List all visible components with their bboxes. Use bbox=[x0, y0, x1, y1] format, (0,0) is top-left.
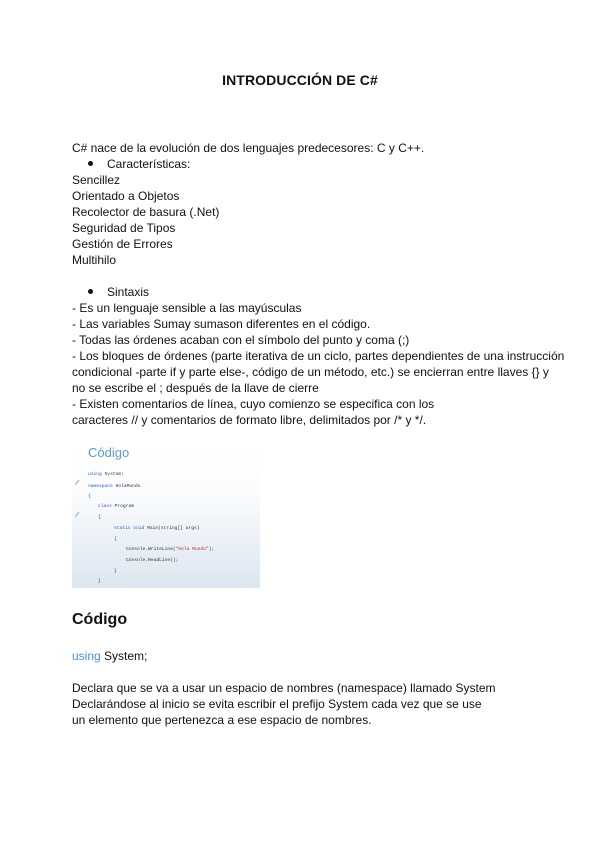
using-keyword: using bbox=[72, 649, 101, 663]
using-namespace: System; bbox=[100, 649, 148, 663]
code-line: } bbox=[98, 579, 101, 584]
code-line: Console.ReadLine(); bbox=[126, 558, 179, 563]
bullet-icon bbox=[88, 161, 93, 166]
bullet-icon bbox=[88, 289, 93, 294]
explanation-line: Declarándose al inicio se evita escribir el prefijo System cada vez que se use bbox=[72, 697, 482, 711]
code-image-title: Código bbox=[88, 445, 130, 460]
decorative-mark bbox=[75, 480, 80, 485]
syntax-line: caracteres // y comentarios de formato libre, delimitados por /* y */. bbox=[72, 413, 427, 427]
features-heading: Características: bbox=[107, 157, 191, 171]
code-screenshot-image bbox=[72, 442, 260, 588]
syntax-line: - Las variables Sumay sumason diferentes en el código. bbox=[72, 317, 371, 331]
feature-item: Sencillez bbox=[72, 173, 121, 187]
syntax-line: - Es un lenguaje sensible a las mayúsculas bbox=[72, 301, 302, 315]
syntax-line: no se escribe el ; después de la llave de cierre bbox=[72, 381, 319, 395]
section-heading: Código bbox=[72, 611, 128, 628]
page-title: INTRODUCCIÓN DE C# bbox=[222, 72, 378, 88]
feature-item: Recolector de basura (.Net) bbox=[72, 205, 220, 219]
syntax-bullet bbox=[88, 284, 149, 300]
feature-item: Multihilo bbox=[72, 253, 117, 267]
features-bullet bbox=[88, 156, 190, 172]
code-line: Console.WriteLine("Hola Mundo"); bbox=[126, 547, 215, 552]
code-line: { bbox=[114, 537, 117, 542]
intro-paragraph: C# nace de la evolución de dos lenguajes predecesores: C y C++. bbox=[72, 141, 425, 155]
code-line: { bbox=[98, 515, 101, 520]
syntax-line: - Todas las órdenes acaban con el símbolo del punto y coma (;) bbox=[72, 333, 410, 347]
explanation-line: Declara que se va a usar un espacio de nombres (namespace) llamado System bbox=[72, 681, 496, 695]
explanation-line: un elemento que pertenezca a ese espacio de nombres. bbox=[72, 713, 372, 727]
syntax-line: condicional -parte if y parte else-, código de un método, etc.) se encierran entre llaves {} y bbox=[72, 365, 549, 379]
feature-item: Orientado a Objetos bbox=[72, 189, 180, 203]
syntax-heading: Sintaxis bbox=[107, 285, 150, 299]
syntax-line: - Existen comentarios de línea, cuyo comienzo se especifica con los bbox=[72, 397, 435, 411]
code-line: } bbox=[114, 569, 117, 574]
code-line: namespace HolaMundo bbox=[88, 484, 141, 489]
code-line: using System; bbox=[88, 472, 124, 477]
feature-item: Gestión de Errores bbox=[72, 237, 173, 251]
using-statement bbox=[72, 648, 147, 664]
feature-item: Seguridad de Tipos bbox=[72, 221, 176, 235]
decorative-mark bbox=[75, 512, 80, 517]
code-line: class Program bbox=[98, 504, 134, 509]
syntax-line: - Los bloques de órdenes (parte iterativa de un ciclo, partes dependientes de una instrucción bbox=[72, 349, 565, 363]
code-line: { bbox=[88, 494, 91, 499]
code-line: static void Main(string[] args) bbox=[114, 526, 200, 531]
